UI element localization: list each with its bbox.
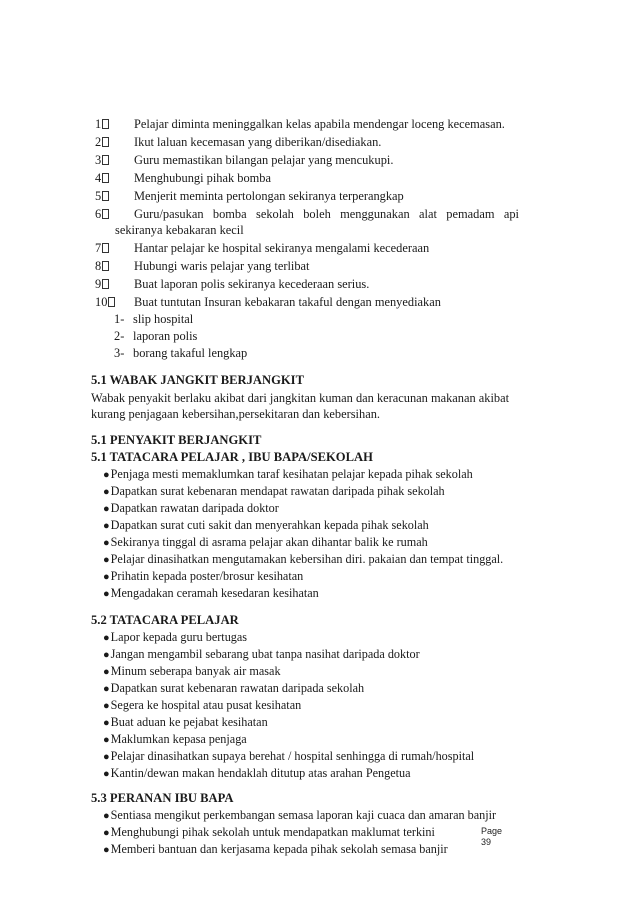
list-number: 3 xyxy=(95,152,109,168)
checkbox-glyph-icon xyxy=(102,173,109,183)
list-number: 6 xyxy=(95,206,109,222)
list-item: ●Sekiranya tinggal di asrama pelajar akan dihantar balik ke rumah xyxy=(103,535,428,549)
list-item: ●Penjaga mesti memaklumkan taraf kesihatan pelajar kepada pihak sekolah xyxy=(103,467,473,481)
sub-list-item: borang takaful lengkap xyxy=(133,346,248,360)
bullet-icon: ● xyxy=(103,649,110,661)
bullet-icon: ● xyxy=(103,683,110,695)
list-item: Buat laporan polis sekiranya kecederaan serius. xyxy=(134,277,370,291)
list-item: ●Jangan mengambil sebarang ubat tanpa nasihat daripada doktor xyxy=(103,647,420,661)
list-item: ●Dapatkan rawatan daripada doktor xyxy=(103,501,279,515)
checkbox-glyph-icon xyxy=(102,155,109,165)
checkbox-glyph-icon xyxy=(102,137,109,147)
paragraph-line: Wabak penyakit berlaku akibat dari jangkitan kuman dan keracunan makanan akibat xyxy=(91,391,510,405)
bullet-icon: ● xyxy=(103,827,110,839)
list-item: Buat tuntutan Insuran kebakaran takaful dengan menyediakan xyxy=(134,295,441,309)
list-item: Hantar pelajar ke hospital sekiranya mengalami kecederaan xyxy=(134,241,430,255)
bullet-icon: ● xyxy=(103,810,110,822)
bullet-icon: ● xyxy=(103,734,110,746)
word: sekolah xyxy=(256,207,294,221)
list-item: ●Pelajar dinasihatkan mengutamakan kebersihan diri. pakaian dan tempat tinggal. xyxy=(103,552,504,566)
bullet-icon: ● xyxy=(103,700,110,712)
bullet-icon: ● xyxy=(103,571,110,583)
list-number: 10 xyxy=(95,294,115,310)
bullet-icon: ● xyxy=(103,503,110,515)
section-heading: 5.2 TATACARA PELAJAR xyxy=(91,613,239,627)
bullet-icon: ● xyxy=(103,717,110,729)
bullet-icon: ● xyxy=(103,469,110,481)
checkbox-glyph-icon xyxy=(102,191,109,201)
list-item: ●Dapatkan surat cuti sakit dan menyerahkan kepada pihak sekolah xyxy=(103,518,429,532)
list-item: ●Sentiasa mengikut perkembangan semasa laporan kaji cuaca dan amaran banjir xyxy=(103,808,497,822)
list-number: 1 xyxy=(95,116,109,132)
checkbox-glyph-icon xyxy=(102,243,109,253)
sub-list-item: slip hospital xyxy=(133,312,194,326)
checkbox-glyph-icon xyxy=(108,297,115,307)
list-number: 9 xyxy=(95,276,109,292)
list-item xyxy=(134,206,519,222)
list-item: ●Mengadakan ceramah kesedaran kesihatan xyxy=(103,586,319,600)
page-label: Page xyxy=(481,826,503,836)
list-number: 8 xyxy=(95,258,109,274)
section-heading: 5.1 PENYAKIT BERJANGKIT xyxy=(91,433,262,447)
sub-list-number: 3- xyxy=(114,346,125,360)
bullet-icon: ● xyxy=(103,486,110,498)
list-number: 2 xyxy=(95,134,109,150)
word: api xyxy=(503,207,519,221)
list-item: ●Minum seberapa banyak air masak xyxy=(103,664,281,678)
word: pemadam xyxy=(446,207,495,221)
list-item: ●Segera ke hospital atau pusat kesihatan xyxy=(103,698,302,712)
list-item-continuation: sekiranya kebakaran kecil xyxy=(115,223,244,237)
list-item: ●Menghubungi pihak sekolah untuk mendapatkan maklumat terkini xyxy=(103,825,435,839)
bullet-icon: ● xyxy=(103,520,110,532)
checkbox-glyph-icon xyxy=(102,209,109,219)
section-heading: 5.1 WABAK JANGKIT BERJANGKIT xyxy=(91,373,304,387)
list-item: Guru memastikan bilangan pelajar yang mencukupi. xyxy=(134,153,394,167)
list-number: 7 xyxy=(95,240,109,256)
section-heading: 5.3 PERANAN IBU BAPA xyxy=(91,791,234,805)
sub-list-number: 2- xyxy=(114,329,125,343)
checkbox-glyph-icon xyxy=(102,119,109,129)
sub-list-number: 1- xyxy=(114,312,125,326)
bullet-icon: ● xyxy=(103,666,110,678)
list-item: ●Maklumkan kepasa penjaga xyxy=(103,732,247,746)
list-item: Menjerit meminta pertolongan sekiranya terperangkap xyxy=(134,189,404,203)
list-item: ●Prihatin kepada poster/brosur kesihatan xyxy=(103,569,304,583)
page-number xyxy=(481,826,502,848)
paragraph-line: kurang penjagaan kebersihan,persekitaran dan kebersihan. xyxy=(91,407,380,421)
list-item: ●Pelajar dinasihatkan supaya berehat / hospital senhingga di rumah/hospital xyxy=(103,749,475,763)
list-item: ●Dapatkan surat kebenaran mendapat rawatan daripada pihak sekolah xyxy=(103,484,445,498)
bullet-icon: ● xyxy=(103,632,110,644)
bullet-icon: ● xyxy=(103,554,110,566)
list-item: Ikut laluan kecemasan yang diberikan/disediakan. xyxy=(134,135,382,149)
list-item: Hubungi waris pelajar yang terlibat xyxy=(134,259,310,273)
list-item: ●Dapatkan surat kebenaran rawatan daripada sekolah xyxy=(103,681,365,695)
checkbox-glyph-icon xyxy=(102,279,109,289)
bullet-icon: ● xyxy=(103,588,110,600)
list-item: ●Buat aduan ke pejabat kesihatan xyxy=(103,715,268,729)
list-item: ●Memberi bantuan dan kerjasama kepada pihak sekolah semasa banjir xyxy=(103,842,448,856)
word: Guru/pasukan xyxy=(134,207,204,221)
list-number: 4 xyxy=(95,170,109,186)
bullet-icon: ● xyxy=(103,844,110,856)
word: menggunakan xyxy=(340,207,410,221)
word: boleh xyxy=(303,207,331,221)
list-item: Pelajar diminta meninggalkan kelas apabila mendengar loceng kecemasan. xyxy=(134,117,505,131)
word: bomba xyxy=(212,207,247,221)
bullet-icon: ● xyxy=(103,537,110,549)
section-heading: 5.1 TATACARA PELAJAR , IBU BAPA/SEKOLAH xyxy=(91,450,373,464)
page-number-value: 39 xyxy=(481,837,492,847)
sub-list-item: laporan polis xyxy=(133,329,198,343)
checkbox-glyph-icon xyxy=(102,261,109,271)
list-item: Menghubungi pihak bomba xyxy=(134,171,271,185)
bullet-icon: ● xyxy=(103,751,110,763)
word: alat xyxy=(419,207,437,221)
bullet-icon: ● xyxy=(103,768,110,780)
list-item: ●Kantin/dewan makan hendaklah ditutup atas arahan Pengetua xyxy=(103,766,411,780)
list-item: ●Lapor kepada guru bertugas xyxy=(103,630,248,644)
list-number: 5 xyxy=(95,188,109,204)
